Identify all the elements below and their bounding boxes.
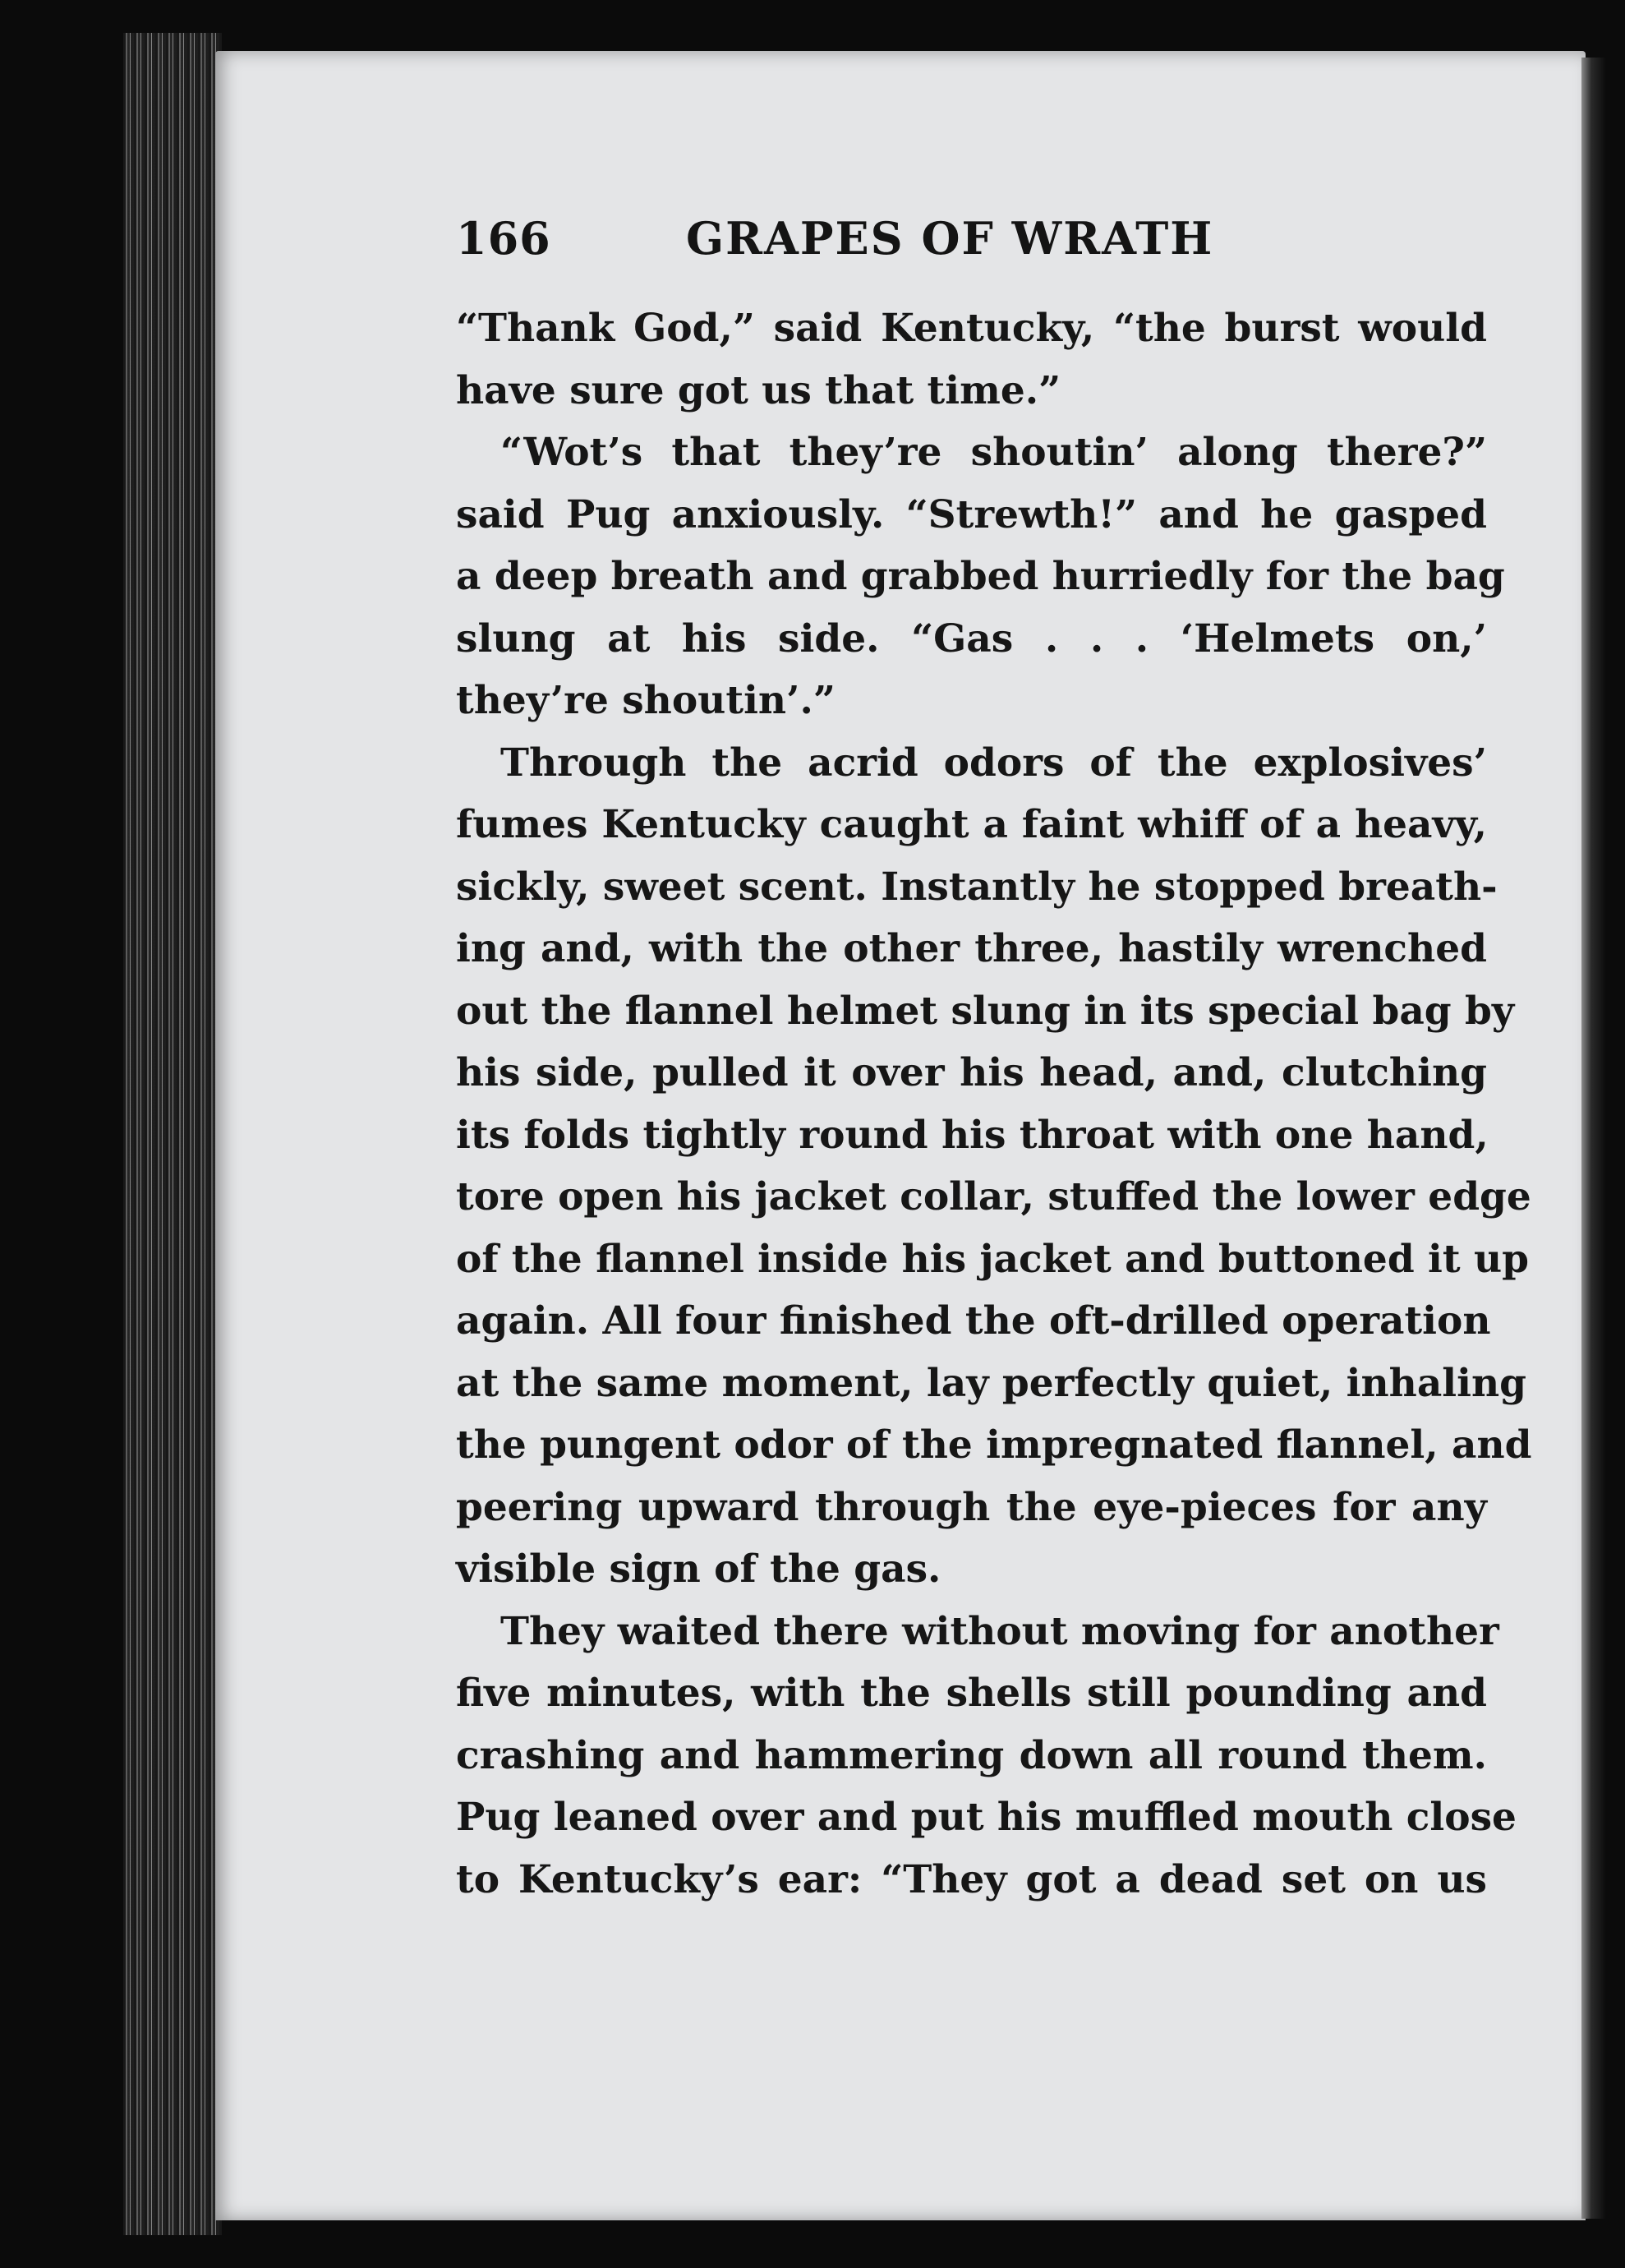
text-line: fumes Kentucky caught a faint whiff of a heavy, <box>456 802 1487 847</box>
book-right-edge <box>1581 58 1606 2219</box>
book-page-edges <box>123 33 222 2235</box>
text-line: at the same moment, lay perfectly quiet, inhaling <box>456 1360 1527 1406</box>
text-line: its folds tightly round his throat with one hand, <box>456 1112 1489 1158</box>
paragraph <box>456 1601 1517 1911</box>
running-title: GRAPES OF WRATH <box>686 212 1214 265</box>
text-line: peering upward through the eye-pieces for any <box>456 1484 1487 1530</box>
text-line: again. All four finished the oft-drilled operation <box>456 1298 1491 1344</box>
text-line: sickly, sweet scent. Instantly he stopped breath- <box>456 864 1498 910</box>
running-head <box>456 212 1228 265</box>
text-line: Through the acrid odors of the explosives’ <box>500 740 1487 786</box>
paragraph <box>456 297 1487 422</box>
text-line: to Kentucky’s ear: “They got a dead set on us <box>456 1856 1487 1902</box>
text-line: said Pug anxiously. “Strewth!” and he gasped <box>456 491 1487 537</box>
text-line: they’re shoutin’.” <box>456 678 836 723</box>
paragraph <box>456 732 1532 1601</box>
text-line: ing and, with the other three, hastily wrenched <box>456 926 1487 971</box>
text-line: crashing and hammering down all round them. <box>456 1732 1487 1778</box>
text-line: five minutes, with the shells still pounding and <box>456 1671 1487 1716</box>
text-line: They waited there without moving for another <box>500 1608 1499 1654</box>
body-text <box>456 297 1532 1911</box>
text-line: a deep breath and grabbed hurriedly for the bag <box>456 554 1505 599</box>
text-line: visible sign of the gas. <box>456 1547 941 1592</box>
text-line: the pungent odor of the impregnated flannel, and <box>456 1422 1532 1468</box>
text-line: have sure got us that time.” <box>456 367 1061 413</box>
text-line: out the flannel helmet slung in its special bag by <box>456 988 1515 1034</box>
text-line: of the flannel inside his jacket and buttoned it up <box>456 1236 1530 1282</box>
text-line: Pug leaned over and put his muffled mouth close <box>456 1795 1517 1840</box>
paragraph <box>456 422 1505 732</box>
text-line: “Wot’s that they’re shoutin’ along there?” <box>500 430 1487 475</box>
text-line: tore open his jacket collar, stuffed the lower edge <box>456 1174 1531 1219</box>
text-line: slung at his side. “Gas . . . ‘Helmets on,’ <box>456 615 1487 662</box>
text-line: “Thank God,” said Kentucky, “the burst would <box>456 306 1487 351</box>
page-number: 166 <box>456 212 551 265</box>
text-line: his side, pulled it over his head, and, clutching <box>456 1050 1487 1095</box>
